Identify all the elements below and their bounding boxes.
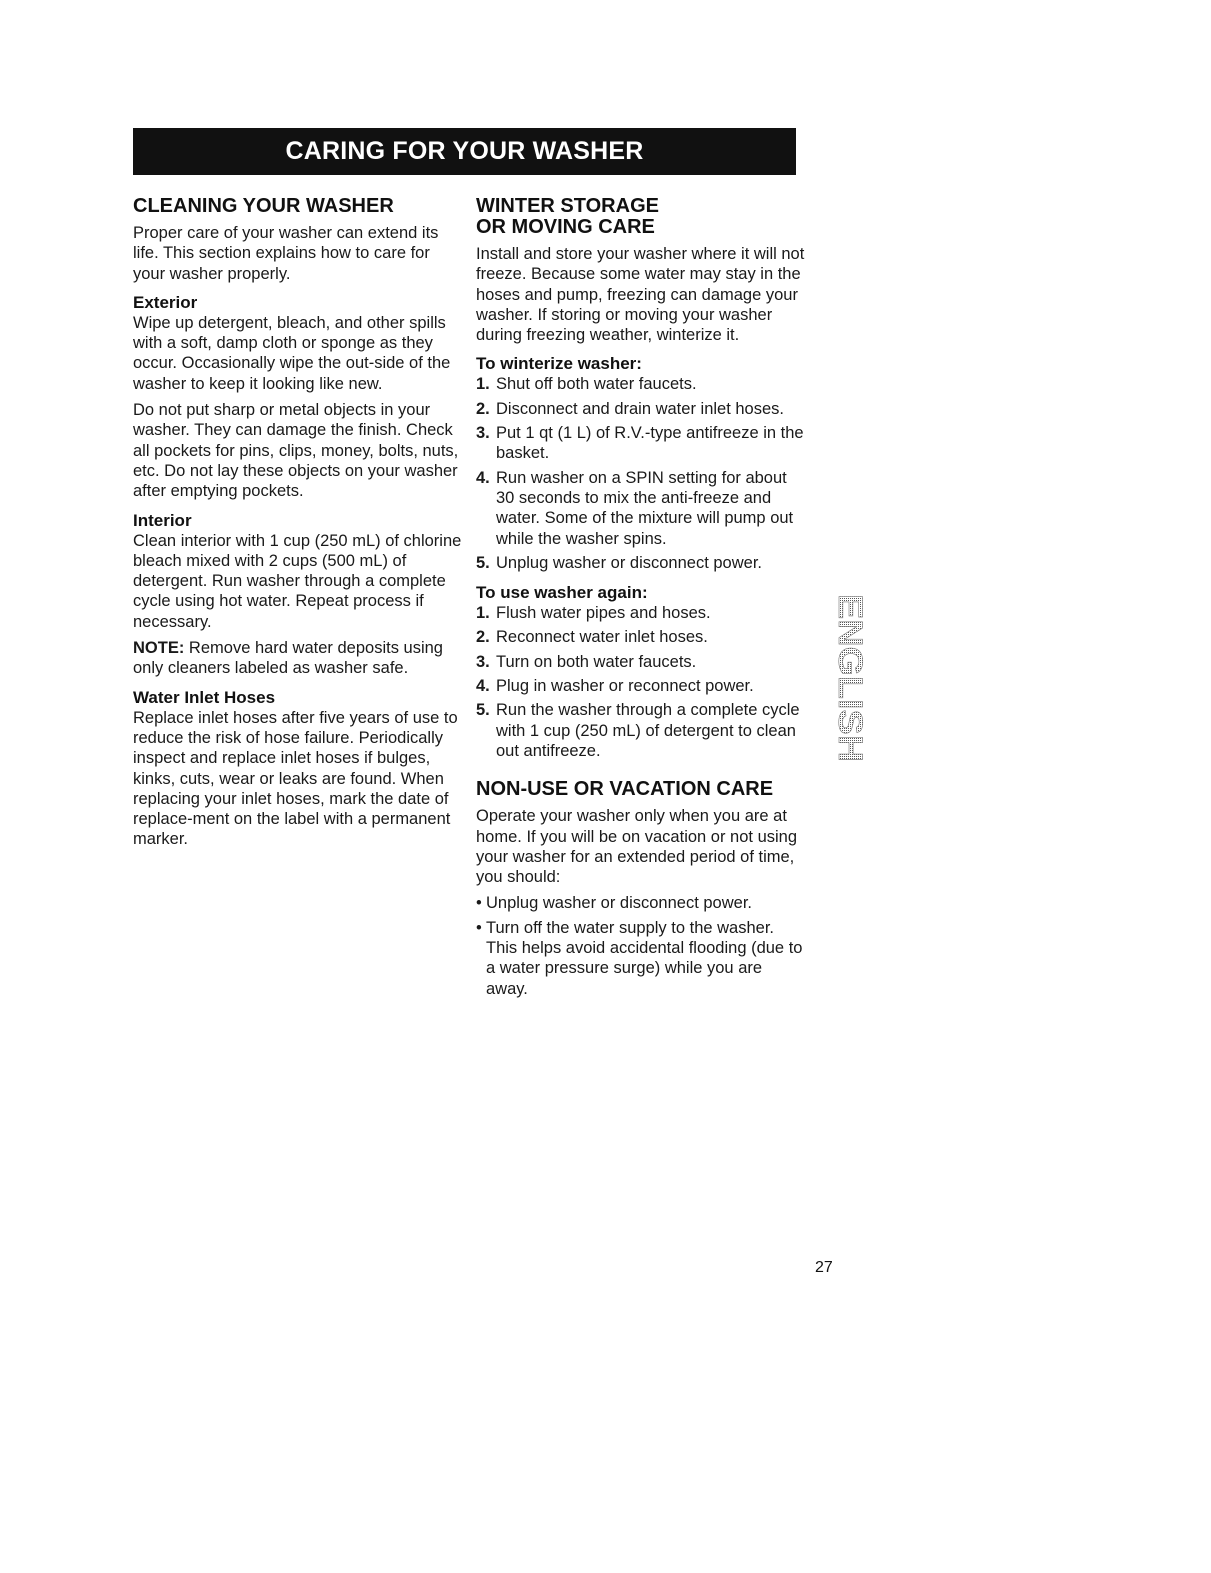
exterior-paragraph-1: Wipe up detergent, bleach, and other spills with a soft, damp cloth or sponge as they occur. Occasionally wipe the out-side of the washer to keep it looking like new. xyxy=(133,313,451,393)
winter-heading-line-1: WINTER STORAGE xyxy=(476,195,659,217)
list-item: 4. Run washer on a SPIN setting for about 30 seconds to mix the anti-freeze and water. Some of the mixture will pump out while the washer spins. xyxy=(476,468,794,548)
list-item: 3. Turn on both water faucets. xyxy=(476,652,697,671)
list-item: 1. Shut off both water faucets. xyxy=(476,375,697,394)
list-item: • Unplug washer or disconnect power. xyxy=(476,894,752,913)
list-item: 1. Flush water pipes and hoses. xyxy=(476,604,711,623)
winterize-heading: To winterize washer: xyxy=(476,354,642,374)
cleaning-section xyxy=(133,196,463,850)
exterior-heading: Exterior xyxy=(133,292,198,312)
list-item: 3. Put 1 qt (1 L) of R.V.-type antifreeze in the basket. xyxy=(476,424,804,463)
note-paragraph xyxy=(133,638,463,679)
use-again-steps xyxy=(476,603,806,761)
list-item: 4. Plug in washer or reconnect power. xyxy=(476,677,754,696)
winter-intro: Install and store your washer where it will not freeze. Because some water may stay in the hoses and pump, freezing can damage your washer. If storing or moving your washer during freezing weather, winterize it. xyxy=(476,245,805,345)
language-side-tab xyxy=(817,592,869,768)
hoses-paragraph: Replace inlet hoses after five years of use to reduce the risk of hose failure. Periodically inspect and replace inlet hoses if bulges, kinks, cuts, wear or leaks are found. When replacing your inlet hoses, mark the date of replace-ment on the label with a permanent marker. xyxy=(133,708,458,849)
winter-heading-line-2: OR MOVING CARE xyxy=(476,216,655,238)
winterize-steps xyxy=(476,374,806,573)
page-title-banner: CARING FOR YOUR WASHER xyxy=(133,128,796,175)
vacation-bullets xyxy=(476,893,806,998)
exterior-paragraph-2: Do not put sharp or metal objects in your washer. They can damage the finish. Check all pockets for pins, clips, money, bolts, nuts, etc. Do not lay these objects on your washer after emptying pockets. xyxy=(133,401,459,501)
interior-heading: Interior xyxy=(133,510,192,530)
language-tab-label: ENGLISH xyxy=(831,594,869,746)
hoses-heading: Water Inlet Hoses xyxy=(133,687,276,707)
list-item: 5. Run the washer through a complete cycle with 1 cup (250 mL) of detergent to clean out antifreeze. xyxy=(476,701,800,760)
vacation-intro: Operate your washer only when you are at home. If you will be on vacation or not using your washer for an extended period of time, you should: xyxy=(476,807,798,887)
page-number: 27 xyxy=(815,1259,833,1276)
list-item: 2. Disconnect and drain water inlet hoses. xyxy=(476,399,784,418)
vacation-heading: NON-USE OR VACATION CARE xyxy=(476,778,774,801)
list-item: • Turn off the water supply to the washer. This helps avoid accidental flooding (due to a water pressure surge) while you are away. xyxy=(476,918,803,998)
list-item: 2. Reconnect water inlet hoses. xyxy=(476,628,708,647)
note-label: NOTE: xyxy=(133,639,185,658)
note-text: Remove hard water deposits using only cleaners labeled as washer safe. xyxy=(133,639,443,678)
interior-paragraph: Clean interior with 1 cup (250 mL) of chlorine bleach mixed with 2 cups (500 mL) of detergent. Run washer through a complete cycle using hot water. Repeat process if necessary. xyxy=(133,531,462,631)
cleaning-heading: CLEANING YOUR WASHER xyxy=(133,195,394,217)
list-item: 5. Unplug washer or disconnect power. xyxy=(476,553,762,572)
cleaning-intro: Proper care of your washer can extend its life. This section explains how to care for your washer properly. xyxy=(133,224,439,283)
winter-section xyxy=(476,196,806,1003)
use-again-heading: To use washer again: xyxy=(476,583,648,603)
